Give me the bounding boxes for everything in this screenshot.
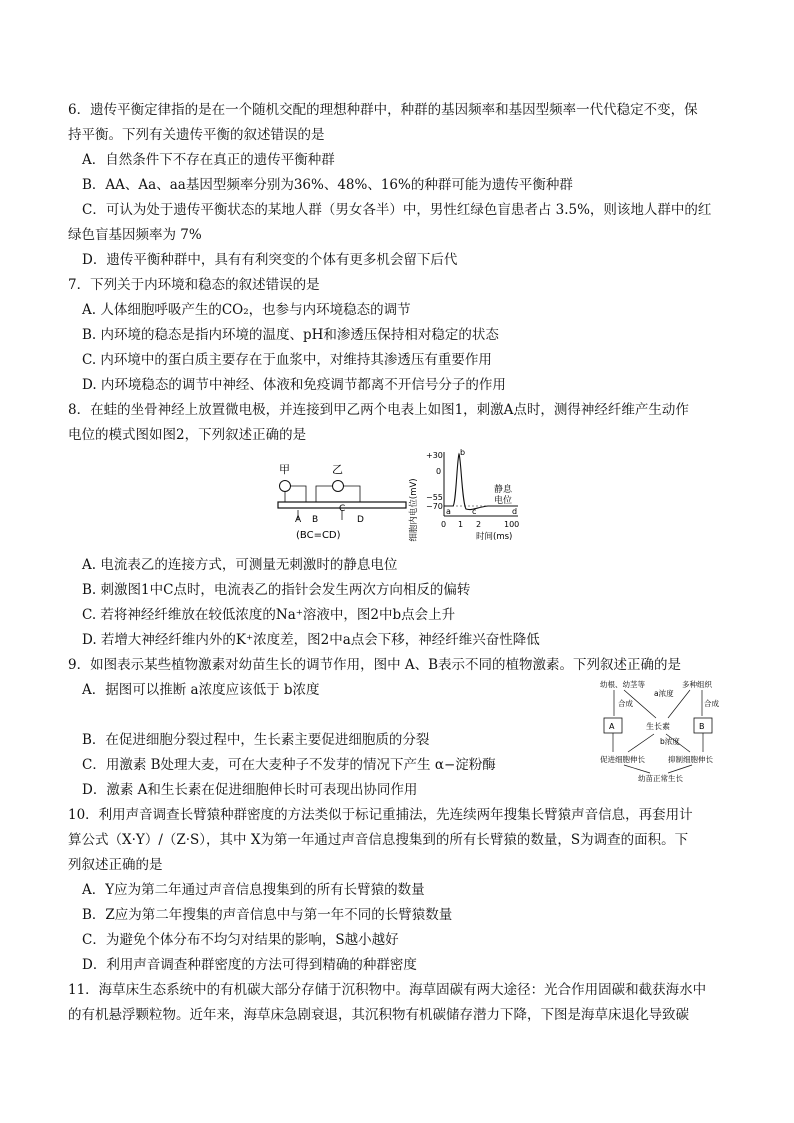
q9-option-d: D．激素 A和生长素在促进细胞伸长时可表现出协同作用: [82, 782, 418, 798]
x-tick-2: 2: [476, 520, 482, 529]
meter-jia-wire: [290, 486, 306, 502]
q8-option-b: B. 刺激图1中C点时，电流表乙的指针会发生两次方向相反的偏转: [82, 582, 471, 598]
q9-hormone-diagram: [598, 676, 722, 784]
rest-label-2: 电位: [494, 496, 513, 506]
box-a-label: A: [609, 722, 615, 731]
meter-yi-label: 乙: [332, 463, 343, 476]
x-tick-1: 1: [458, 520, 464, 529]
point-a-mark: a: [446, 507, 451, 516]
y-axis-label: 细胞内电位(mV): [409, 478, 419, 542]
q10-stem-line3: 列叙述正确的是: [68, 857, 163, 873]
inhibit-label: 抑制细胞伸长: [668, 755, 713, 764]
q10-option-a: A．Y应为第二年通过声音信息搜集到的所有长臂猿的数量: [82, 882, 425, 898]
arrow-promote-growth: [624, 765, 650, 773]
q9-stem: 9．如图表示某些植物激素对幼苗生长的调节作用，图中 A、B表示不同的植物激素。下列叙述正确的是: [68, 657, 682, 673]
meter-yi-dial: [333, 481, 344, 492]
meter-yi-wire-left: [316, 486, 333, 502]
y-tick-30: +30: [426, 451, 443, 460]
point-c-label: C: [339, 504, 346, 514]
q6-option-b: B．AA、Aa、aa基因型频率分别为36%、48%、16%的种群可能为遗传平衡种群: [82, 177, 573, 193]
point-d-label: D: [357, 515, 364, 525]
meter-yi-wire-right: [343, 486, 360, 502]
point-b-mark: b: [460, 448, 466, 457]
x-tick-100: 100: [504, 520, 520, 529]
q6-stem-line1: 6．遗传平衡定律指的是在一个随机交配的理想种群中，种群的基因频率和基因型频率一代代稳定不变，保: [68, 102, 698, 118]
synth-left-label: 合成: [618, 699, 633, 708]
multi-tissue-label: 多种组织: [682, 680, 712, 689]
box-b-label: B: [699, 722, 705, 731]
y-tick-55: −55: [426, 493, 443, 502]
point-c-mark: c: [472, 507, 477, 516]
meter-jia-label: 甲: [279, 463, 290, 476]
q9-option-b: B．在促进细胞分裂过程中，生长素主要促进细胞质的分裂: [82, 732, 430, 748]
q8-option-c: C. 若将神经纤维放在较低浓度的Na⁺溶液中，图2中b点会上升: [82, 607, 456, 623]
meter-jia-dial: [280, 481, 291, 492]
q8-stem-line2: 电位的模式图如图2，下列叙述正确的是: [68, 427, 307, 443]
q9-option-a: A．据图可以推断 a浓度应该低于 b浓度: [82, 682, 320, 698]
conc-a-label: a浓度: [654, 689, 674, 698]
q7-stem: 7．下列关于内环境和稳态的叙述错误的是: [68, 277, 320, 293]
q9-option-c: C．用激素 B处理大麦，可在大麦种子不发芽的情况下产生 α−淀粉酶: [82, 757, 496, 773]
q11-stem-line2: 的有机悬浮颗粒物。近年来，海草床急剧衰退，其沉积物有机碳储存潜力下降，下图是海草床退化导致碳: [68, 1007, 689, 1023]
q7-option-d: D. 内环境稳态的调节中神经、体液和免疫调节都离不开信号分子的作用: [82, 377, 506, 393]
point-b-label: B: [312, 515, 319, 525]
q11-stem-line1: 11．海草床生态系统中的有机碳大部分存储于沉积物中。海草固碳有两大途径：光合作用固碳和截获海水中: [68, 982, 707, 998]
auxin-label: 生长素: [646, 722, 670, 731]
promote-label: 促进细胞伸长: [600, 755, 645, 764]
arrow-auxin-promote: [628, 734, 654, 752]
q7-option-b: B. 内环境的稳态是指内环境的温度、pH和渗透压保持相对稳定的状态: [82, 327, 499, 343]
q6-option-c-line1: C．可认为处于遗传平衡状态的某地人群（男女各半）中，男性红绿色盲患者占 3.5%，则该地人群中的红: [82, 202, 712, 218]
growth-label: 幼苗正常生长: [638, 774, 683, 783]
q10-option-b: B．Z应为第二年搜集的声音信息中与第一年不同的长臂猿数量: [82, 907, 453, 923]
q6-option-c-line2: 绿色盲基因频率为 7%: [68, 227, 202, 243]
action-potential-chart: [408, 448, 519, 542]
x-axis-label: 时间(ms): [476, 532, 513, 542]
q7-option-c: C. 内环境中的蛋白质主要存在于血浆中，对维持其渗透压有重要作用: [82, 352, 492, 368]
q10-stem-line1: 10．利用声音调查长臂猿种群密度的方法类似于标记重捕法，先连续两年搜集长臂猿声音信息，再套用计: [68, 807, 693, 823]
q7-option-a: A. 人体细胞呼吸产生的CO₂，也参与内环境稳态的调节: [82, 302, 411, 318]
q8-figure: [276, 448, 522, 552]
q6-option-a: A．自然条件下不存在真正的遗传平衡种群: [82, 152, 335, 168]
arrow-inhibit-growth: [668, 765, 692, 773]
point-d-mark: d: [512, 507, 518, 516]
y-tick-0: 0: [436, 467, 442, 476]
q10-option-d: D．利用声音调查种群密度的方法可得到精确的种群密度: [82, 957, 417, 973]
q8-stem-line1: 8．在蛙的坐骨神经上放置微电极，并连接到甲乙两个电表上如图1，刺激A点时，测得神经纤维产生动作: [68, 402, 689, 418]
bc-cd-note: (BC=CD): [296, 530, 341, 541]
y-tick-70: −70: [426, 502, 443, 511]
source-label: 幼根、幼茎等: [600, 680, 645, 689]
rest-label-1: 静息: [494, 485, 513, 495]
q8-option-a: A. 电流表乙的连接方式，可测量无刺激时的静息电位: [82, 557, 398, 573]
x-tick-0: 0: [441, 520, 447, 529]
q6-option-d: D．遗传平衡种群中，具有有利突变的个体有更多机会留下后代: [82, 252, 458, 268]
q8-option-d: D. 若增大神经纤维内外的K⁺浓度差，图2中a点会下移，神经纤维兴奋性降低: [82, 632, 540, 648]
point-a-label: A: [295, 515, 302, 525]
synth-right-label: 合成: [704, 699, 719, 708]
q6-stem-line2: 持平衡。下列有关遗传平衡的叙述错误的是: [68, 127, 325, 143]
conc-b-label: b浓度: [660, 737, 680, 746]
q10-stem-line2: 算公式（X·Y）/（Z·S），其中 X为第一年通过声音信息搜集到的所有长臂猿的数量，S为调查的面积。下: [68, 832, 689, 848]
q10-option-c: C．为避免个体分布不均匀对结果的影响，S越小越好: [82, 932, 399, 948]
